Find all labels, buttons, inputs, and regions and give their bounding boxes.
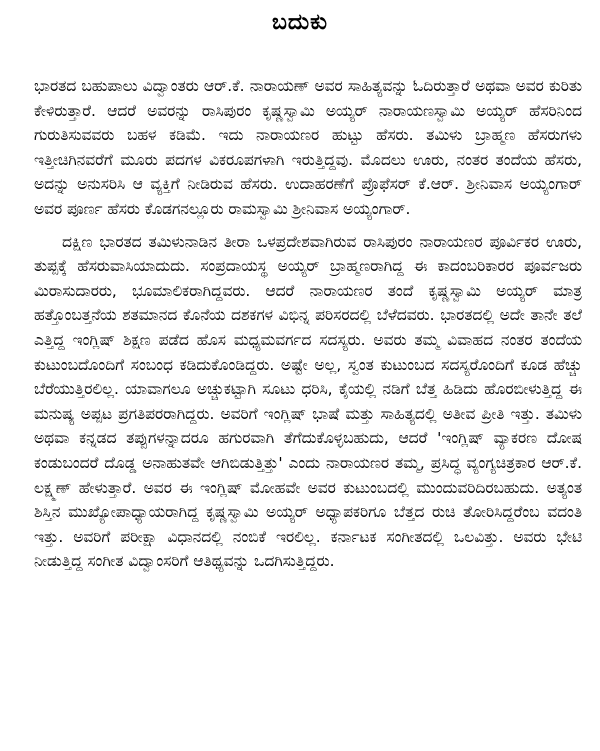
- paragraph-1: ಭಾರತದ ಬಹುಪಾಲು ವಿದ್ವಾಂತರು ಆರ್.ಕೆ. ನಾರಾಯಣ್ ಅವರ ಸಾಹಿತ್ಯವನ್ನು ಓದಿರುತ್ತಾರೆ ಅಥವಾ ಅವರ ಕುರಿತು ಕೇಳಿರುತ್ತಾರೆ. ಆದರೆ ಅವರನ್ನು ರಾಸಿಪುರಂ ಕೃಷ್ಣಸ್ವಾಮಿ ಅಯ್ಯರ್ ನಾರಾಯಣಸ್ವಾಮಿ ಅಯ್ಯರ್ ಹೆಸರಿನಿಂದ ಗುರುತಿಸುವವರು ಬಹಳ ಕಡಿಮೆ. ಇದು ನಾರಾಯಣರ ಹುಟ್ಟು ಹೆಸರು. ತಮಿಳು ಬ್ರಾಹ್ಮಣ ಹೆಸರುಗಳು ಇತ್ತೀಚಿಗಿನವರೆಗೆ ಮೂರು ಪದಗಳ ವಿಕರೂಪಗಳಾಗಿ ಇರುತ್ತಿದ್ದವು. ಮೊದಲು ಊರು, ನಂತರ ತಂದೆಯ ಹೆಸರು, ಅದನ್ನು ಅನುಸರಿಸಿ ಆ ವ್ಯಕ್ತಿಗೆ ನೀಡಿರುವ ಹೆಸರು. ಉದಾಹರಣೆಗೆ ಪ್ರೊಫೆಸರ್ ಕೆ.ಆರ್. ಶ್ರೀನಿವಾಸ ಅಯ್ಯಂಗಾರ್ ಅವರ ಪೂರ್ಣ ಹೆಸರು ಕೊಡಗನಲ್ಲೂರು ರಾಮಸ್ವಾಮಿ ಶ್ರೀನಿವಾಸ ಅಯ್ಯಂಗಾರ್.: [34, 77, 582, 218]
- paragraph-2: ದಕ್ಷಿಣ ಭಾರತದ ತಮಿಳುನಾಡಿನ ತೀರಾ ಒಳಪ್ರದೇಶವಾಗಿರುವ ರಾಸಿಪುರಂ ನಾರಾಯಣರ ಪೂರ್ವಿಕರ ಊರು, ತುಪ್ಪಕ್ಕೆ ಹೆಸರುವಾಸಿಯಾದುದು. ಸಂಪ್ರದಾಯಸ್ಥ ಅಯ್ಯರ್ ಬ್ರಾಹ್ಮಣರಾಗಿದ್ದ ಈ ಕಾದಂಬರಿಕಾರರ ಪೂರ್ವಜರು ಮಿರಾಸುದಾರರು, ಭೂಮಾಲಿಕರಾಗಿದ್ದವರು. ಆದರೆ ನಾರಾಯಣರ ತಂದೆ ಕೃಷ್ಣಸ್ವಾಮಿ ಅಯ್ಯರ್ ಮಾತ್ರ ಹತ್ತೊಂಬತ್ತನೆಯ ಶತಮಾನದ ಕೊನೆಯ ದಶಕಗಳ ವಿಭಿನ್ನ ಪರಿಸರದಲ್ಲಿ ಬೆಳೆದವರು. ಭಾರತದಲ್ಲಿ ಅದೇ ತಾನೇ ತಲೆ ಎತ್ತಿದ್ದ ಇಂಗ್ಲಿಷ್ ಶಿಕ್ಷಣ ಪಡೆದ ಹೊಸ ಮಧ್ಯಮವರ್ಗದ ಸದಸ್ಯರು. ಅವರು ತಮ್ಮ ವಿವಾಹದ ನಂತರ ತಂದೆಯ ಕುಟುಂಬದೊಂದಿಗೆ ಸಂಬಂಧ ಕಡಿದುಕೊಂಡಿದ್ದರು. ಅಷ್ಟೇ ಅಲ್ಲ, ಸ್ವಂತ ಕುಟುಂಬದ ಸದಸ್ಯರೊಂದಿಗೆ ಕೂಡ ಹೆಚ್ಚು ಬೆರೆಯುತ್ತಿರಲಿಲ್ಲ. ಯಾವಾಗಲೂ ಅಚ್ಚುಕಟ್ಟಾಗಿ ಸೂಟು ಧರಿಸಿ, ಕೈಯಲ್ಲಿ ನಡಿಗೆ ಬೆತ್ತ ಹಿಡಿದು ಹೊರಬೀಳುತ್ತಿದ್ದ ಈ ಮನುಷ್ಯ ಅಪ್ಪಟ ಪ್ರಗತಿಪರರಾಗಿದ್ದರು. ಅವರಿಗೆ ಇಂಗ್ಲಿಷ್ ಭಾಷೆ ಮತ್ತು ಸಾಹಿತ್ಯದಲ್ಲಿ ಅತೀವ ಪ್ರೀತಿ ಇತ್ತು. ತಮಿಳು ಅಥವಾ ಕನ್ನಡದ ತಪ್ಪುಗಳನ್ನಾದರೂ ಹಗುರವಾಗಿ ತೆಗೆದುಕೊಳ್ಳಬಹುದು, ಆದರೆ 'ಇಂಗ್ಲಿಷ್ ವ್ಯಾಕರಣ ದೋಷ ಕಂಡುಬಂದರೆ ದೊಡ್ಡ ಅನಾಹುತವೇ ಆಗಿಬಿಡುತ್ತಿತ್ತು' ಎಂದು ನಾರಾಯಣರ ತಮ್ಮ, ಪ್ರಸಿದ್ಧ ವ್ಯಂಗ್ಯಚಿತ್ರಕಾರ ಆರ್.ಕೆ. ಲಕ್ಷ್ಮಣ್ ಹೇಳುತ್ತಾರೆ. ಅವರ ಈ ಇಂಗ್ಲಿಷ್ ಮೋಹವೇ ಅವರ ಕುಟುಂಬದಲ್ಲಿ ಮುಂದುವರಿದಿರಬಹುದು. ಅತ್ಯಂತ ಶಿಸ್ತಿನ ಮುಖ್ಯೋಪಾಧ್ಯಾಯರಾಗಿದ್ದ ಕೃಷ್ಣಸ್ವಾಮಿ ಅಯ್ಯರ್ ಅಧ್ಯಾಪಕರಿಗೂ ಬೆತ್ತದ ರುಚಿ ತೋರಿಸಿದ್ದರೆಂಬ ವದಂತಿ ಇತ್ತು. ಅವರಿಗೆ ಪರೀಕ್ಷಾ ವಿಧಾನದಲ್ಲಿ ನಂಬಿಕೆ ಇರಲಿಲ್ಲ. ಕರ್ನಾಟಕ ಸಂಗೀತದಲ್ಲಿ ಒಲವಿತ್ತು. ಅವರು ಭೇಟಿ ನೀಡುತ್ತಿದ್ದ ಸಂಗೀತ ವಿದ್ವಾಂಸರಿಗೆ ಆತಿಥ್ಯವನ್ನು ಒದಗಿಸುತ್ತಿದ್ದರು.: [34, 232, 582, 571]
- page-title: ಬದುಕು: [272, 10, 328, 35]
- body-text: [34, 74, 582, 574]
